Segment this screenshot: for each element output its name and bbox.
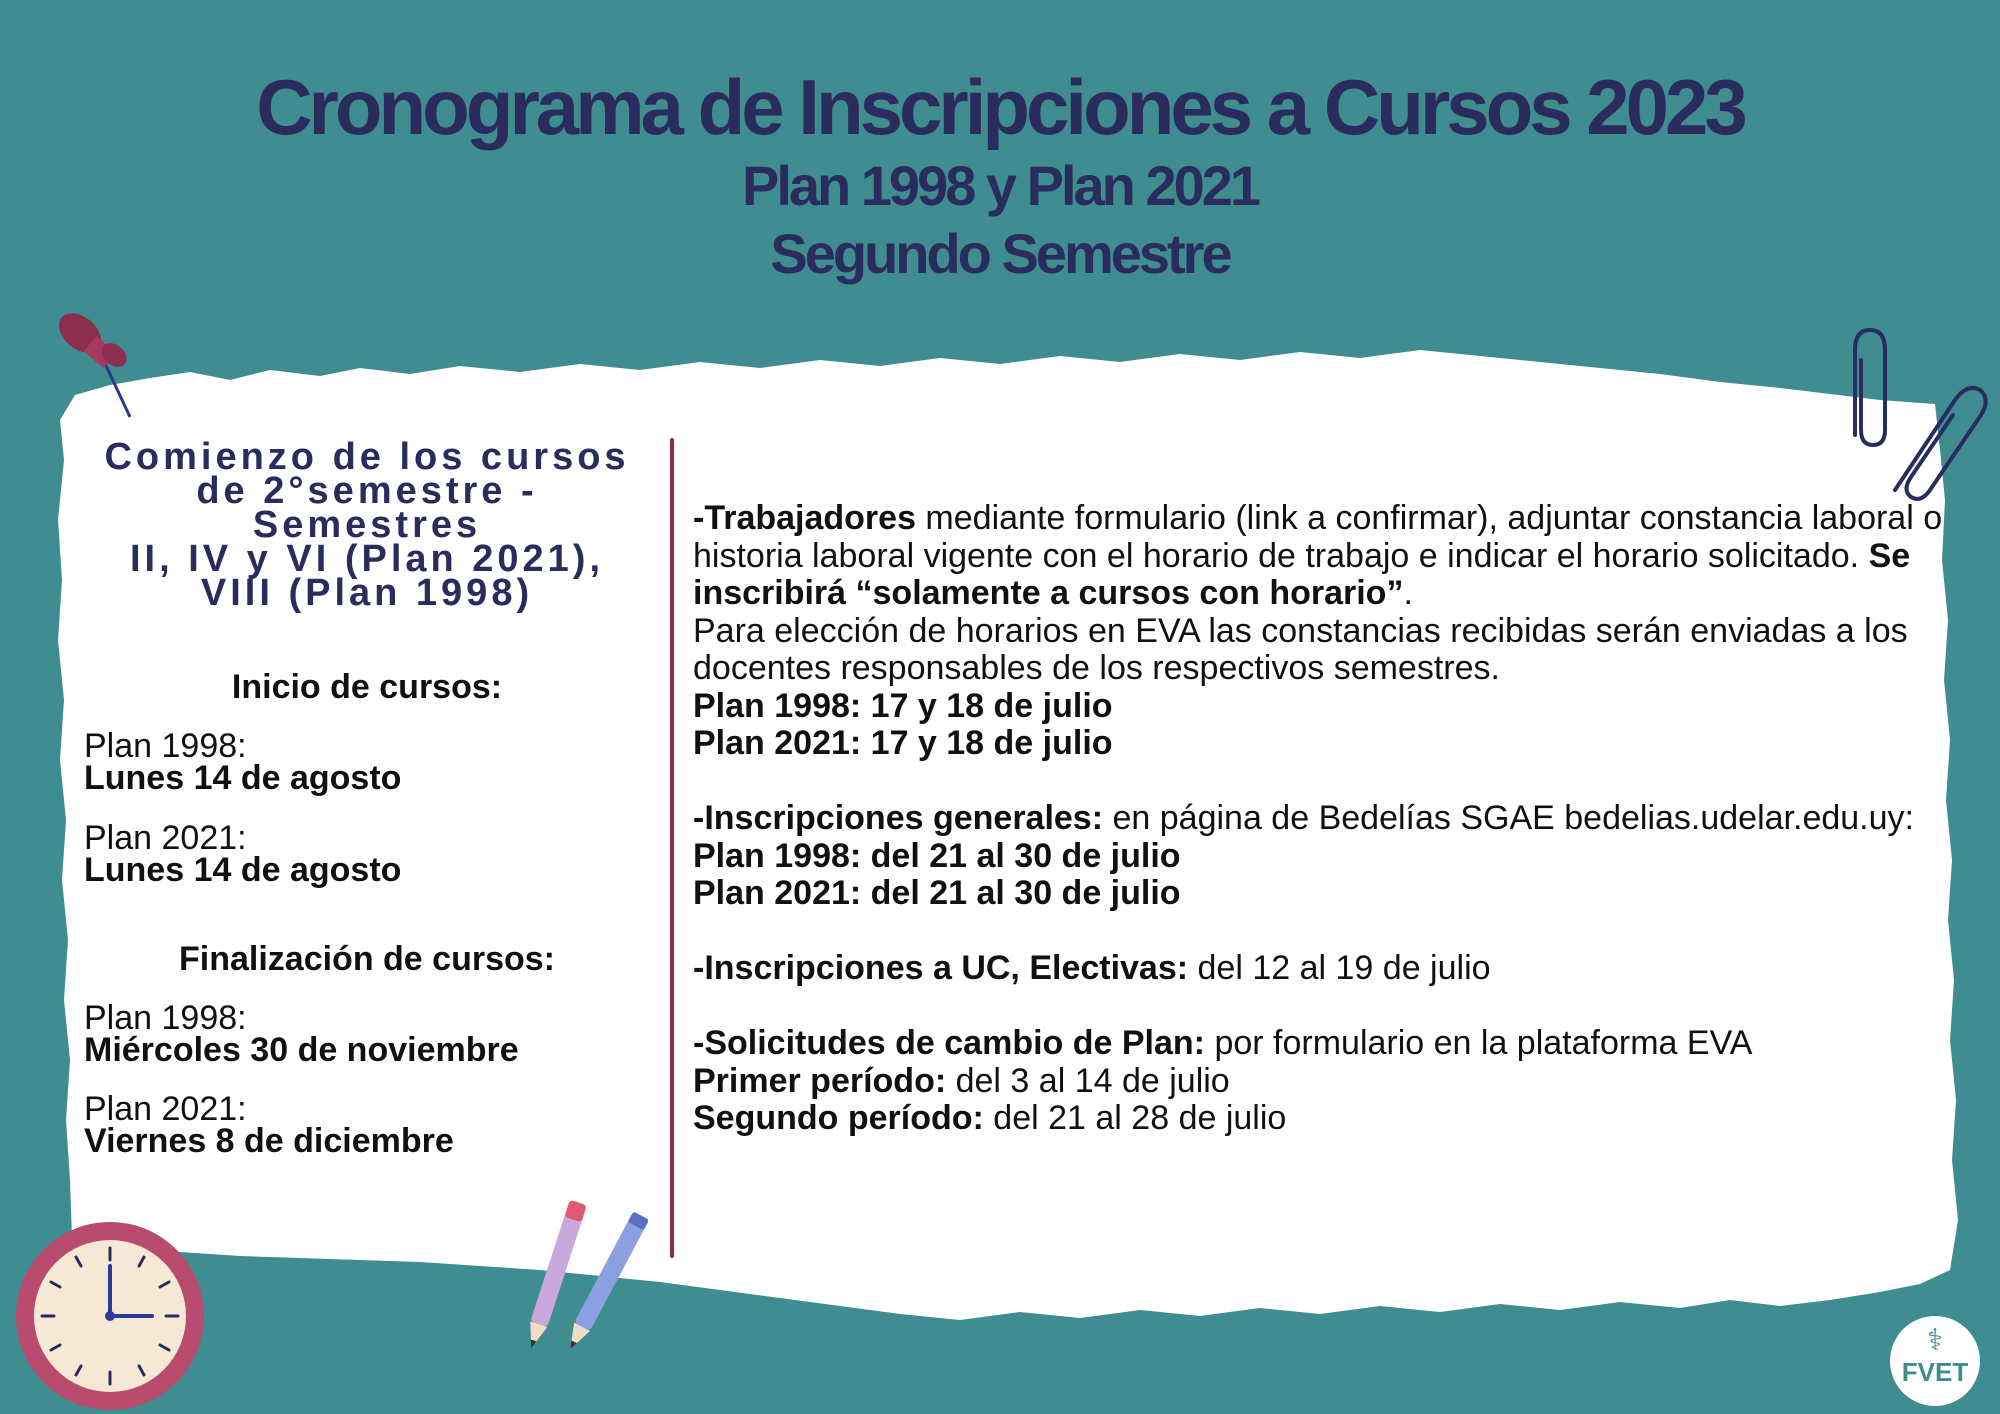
- trabajadores-note: Se inscribirá “solamente a cursos con horario”: [693, 536, 1911, 612]
- trabajadores-paragraph: [693, 500, 1943, 613]
- segundo-periodo-label: Segundo período:: [693, 1099, 984, 1137]
- generales-plan-1998: Plan 1998: del 21 al 30 de julio: [693, 836, 1181, 875]
- inicio-plan-2021: [84, 819, 402, 889]
- segundo-periodo-text: del 21 al 28 de julio: [983, 1099, 1287, 1137]
- inicio-heading: Inicio de cursos:: [231, 668, 503, 706]
- generales-text: en página de Bedelías SGAE bedelias.udelar.edu.uy:: [1103, 799, 1914, 837]
- cambio-plan-paragraph: [693, 1025, 1943, 1063]
- title-line: de 2°semestre -: [196, 470, 538, 512]
- cambio-plan-label: -Solicitudes de cambio de Plan:: [693, 1024, 1205, 1062]
- title-line: Semestres: [252, 504, 482, 546]
- plan-date: Lunes 14 de agosto: [84, 851, 402, 889]
- plan-date: Miércoles 30 de noviembre: [84, 1031, 519, 1069]
- generales-paragraph: [693, 800, 1943, 838]
- clock-icon: [12, 1218, 208, 1414]
- uc-label: -Inscripciones a UC, Electivas:: [693, 949, 1189, 987]
- title-line: VIII (Plan 1998): [200, 572, 534, 614]
- trabajadores-plan-1998: Plan 1998: 17 y 18 de julio: [693, 686, 1113, 725]
- trabajadores-text: mediante formulario (link a confirmar), adjuntar constancia laboral o historia laboral vigente con el horario de trabajo e indicar el horario solicitado.: [693, 499, 1943, 575]
- finalizacion-heading: Finalización de cursos:: [179, 940, 555, 978]
- push-pin-icon: [30, 295, 140, 425]
- inicio-plan-1998: [84, 727, 402, 797]
- generales-plan-2021: Plan 2021: del 21 al 30 de julio: [693, 874, 1181, 912]
- fvet-logo: [1890, 1316, 1980, 1406]
- left-column: [72, 436, 662, 1160]
- trabajadores-label: -Trabajadores: [693, 499, 916, 537]
- cambio-plan-text: por formulario en la plataforma EVA: [1205, 1024, 1753, 1062]
- right-column: [693, 500, 1943, 1138]
- pencils-icon: [500, 1195, 660, 1375]
- fvet-logo-text: FVET: [1901, 1357, 1969, 1387]
- trabajadores-period: .: [1403, 574, 1413, 612]
- courses-start-title: [72, 436, 662, 614]
- paper-clip-icon: [1835, 325, 1995, 505]
- trabajadores-eva-note: Para elección de horarios en EVA las constancias recibidas serán enviadas a los docentes responsables de los respectivos semestres.: [693, 611, 1908, 687]
- plan-label: Plan 1998:: [84, 727, 247, 765]
- page-subtitle-semester: Segundo Semestre: [770, 222, 1230, 285]
- trabajadores-plan-2021: Plan 2021: 17 y 18 de julio: [693, 724, 1113, 762]
- plan-label: Plan 2021:: [84, 1090, 247, 1128]
- plan-date: Lunes 14 de agosto: [84, 759, 402, 797]
- primer-periodo-text: del 3 al 14 de julio: [946, 1061, 1230, 1100]
- generales-label: -Inscripciones generales:: [693, 799, 1104, 837]
- fin-plan-2021: [84, 1090, 454, 1160]
- primer-periodo: [693, 1063, 1943, 1101]
- uc-text: del 12 al 19 de julio: [1188, 949, 1491, 987]
- title-line: II, IV y VI (Plan 2021),: [129, 538, 605, 580]
- title-line: Comienzo de los cursos: [104, 436, 630, 478]
- fin-plan-1998: [84, 999, 519, 1069]
- plan-label: Plan 2021:: [84, 819, 247, 857]
- caduceus-icon: ⚕: [1926, 1324, 1944, 1357]
- page-subtitle: Plan 1998 y Plan 2021: [741, 154, 1259, 217]
- page-title: Cronograma de Inscripciones a Cursos 2023: [256, 63, 1744, 151]
- primer-periodo-label: Primer período:: [693, 1061, 947, 1100]
- plan-date: Viernes 8 de diciembre: [84, 1122, 454, 1160]
- plan-label: Plan 1998:: [84, 999, 247, 1037]
- header: [0, 0, 2000, 300]
- segundo-periodo: [693, 1100, 1943, 1138]
- column-divider: [670, 438, 674, 1258]
- uc-paragraph: [693, 950, 1943, 988]
